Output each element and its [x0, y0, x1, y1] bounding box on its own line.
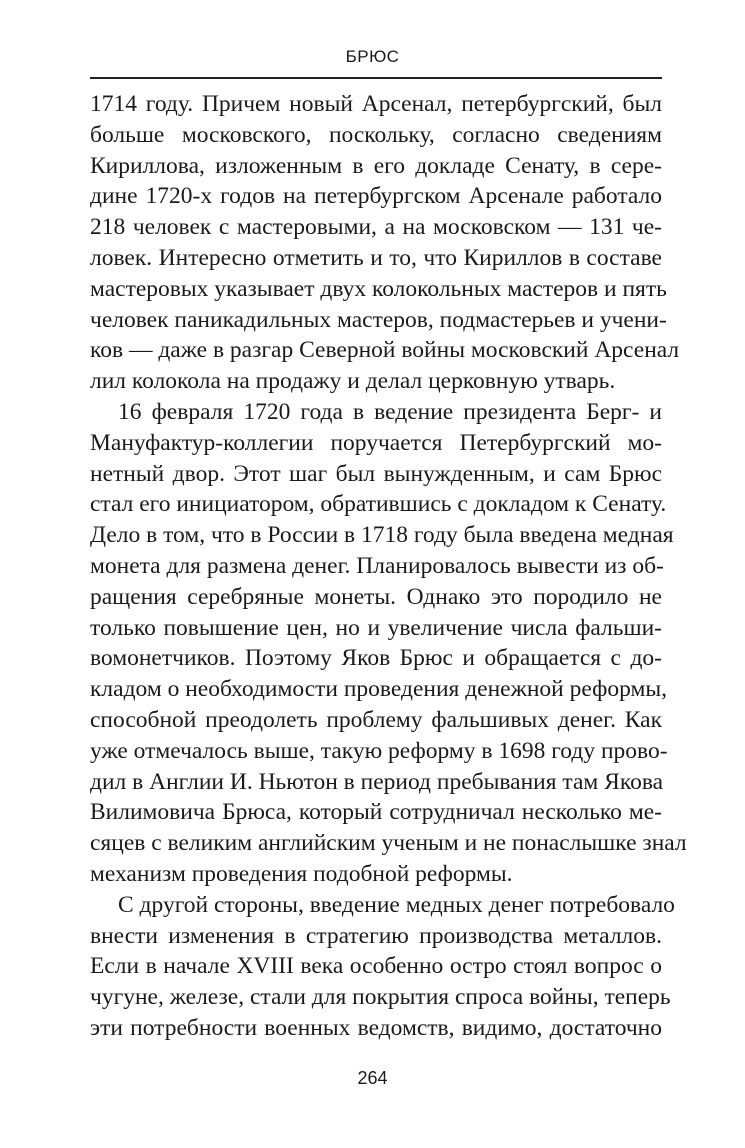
text-line: дине 1720-х годов на петербургском Арсенале работало: [90, 183, 662, 210]
text-line: 218 человек с мастеровыми, а на московском — 131 че-: [90, 214, 662, 241]
text-line: ращения серебряные монеты. Однако это породило не: [90, 583, 662, 610]
text-line: мастеровых указывает двух колокольных мастеров и пять: [90, 275, 667, 302]
text-line: уже отмечалось выше, такую реформу в 1698 году прово-: [90, 737, 668, 764]
page-body: [90, 89, 687, 1044]
text-line: Вилимовича Брюса, который сотрудничал несколько ме-: [90, 799, 662, 826]
paragraph: [90, 890, 675, 1044]
page-number: 264: [357, 1068, 388, 1088]
text-line: чугуне, железе, стали для покрытия спроса войны, теперь: [90, 984, 671, 1011]
text-line: человек паникадильных мастеров, подмастерьев и учени-: [90, 306, 667, 333]
text-line: Если в начале XVIII века особенно остро стоял вопрос о: [90, 953, 662, 980]
text-line: дил в Англии И. Ньютон в период пребывания там Якова: [90, 768, 664, 795]
text-line: нетный двор. Этот шаг был вынужденным, и сам Брюс: [90, 460, 662, 487]
text-line: стал его инициатором, обратившись с докладом к Сенату.: [90, 491, 667, 518]
text-line: сяцев с великим английским ученым и не понаслышке знал: [90, 830, 687, 857]
text-line: Дело в том, что в России в 1718 году была введена медная: [90, 522, 674, 549]
text-line: больше московского, поскольку, согласно сведениям: [90, 121, 662, 148]
text-line: способной преодолеть проблему фальшивых денег. Как: [90, 706, 662, 733]
running-header: БРЮС: [345, 47, 400, 66]
text-line: Кириллова, изложенным в его докладе Сенату, в сере-: [90, 152, 662, 179]
text-line: эти потребности военных ведомств, видимо, достаточно: [90, 1014, 662, 1041]
paragraph: [90, 89, 680, 397]
text-line: вомонетчиков. Поэтому Яков Брюс и обращается с до-: [90, 645, 662, 672]
text-line: только повышение цен, но и увеличение числа фальши-: [90, 614, 662, 641]
text-line: ков — даже в разгар Северной войны московский Арсенал: [90, 337, 680, 364]
text-line: лил колокола на продажу и делал церковную утварь.: [90, 368, 616, 395]
text-line: 1714 году. Причем новый Арсенал, петербургский, был: [90, 91, 662, 117]
text-line: 16 февраля 1720 года в ведение президента Берг- и: [118, 398, 662, 425]
text-line: С другой стороны, введение медных денег потребовало: [118, 891, 675, 918]
text-line: Мануфактур-коллегии поручается Петербургский мо-: [90, 429, 662, 456]
paragraph: [90, 397, 687, 890]
text-line: кладом о необходимости проведения денежной реформы,: [90, 676, 668, 703]
text-line: внести изменения в стратегию производства металлов.: [90, 922, 662, 949]
header-rule: [90, 77, 662, 79]
text-line: механизм проведения подобной реформы.: [90, 860, 513, 887]
text-line: монета для размена денег. Планировалось вывести из об-: [90, 552, 664, 579]
text-line: ловек. Интересно отметить и то, что Кириллов в составе: [90, 244, 662, 271]
